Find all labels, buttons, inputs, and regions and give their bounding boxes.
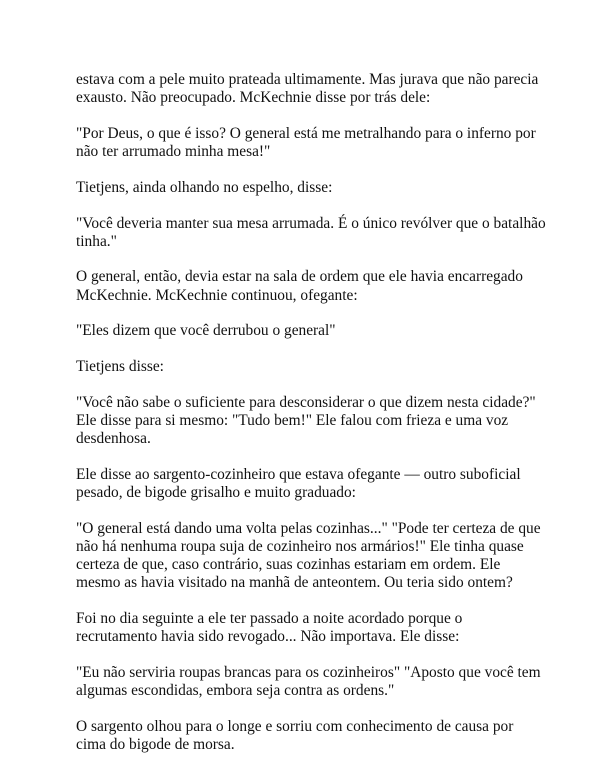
paragraph-2: "Por Deus, o que é isso? O general está me metralhando para o inferno por não ter arrumado minha mesa!" [76, 124, 536, 161]
paragraph-6: "Eles dizem que você derrubou o general" [76, 322, 336, 340]
paragraph-13: O sargento olhou para o longe e sorriu com conhecimento de causa por cima do bigode de morsa. [76, 717, 514, 754]
paragraph-5: O general, então, devia estar na sala de ordem que ele havia encarregado McKechnie. McKechnie continuou, ofegante: [76, 268, 523, 304]
paragraph-11: Foi no dia seguinte a ele ter passado a noite acordado porque o recrutamento havia sido revogado... Não importava. Ele disse: [76, 610, 463, 646]
paragraph-12: "Eu não serviria roupas brancas para os cozinheiros" "Aposto que você tem algumas escondidas, embora seja contra as ordens." [76, 663, 541, 700]
paragraph-9: Ele disse ao sargento-cozinheiro que estava ofegante — outro suboficial pesado, de bigode grisalho e muito graduado: [76, 465, 521, 502]
paragraph-4: "Você deveria manter sua mesa arrumada. É o único revólver que o batalhão tinha." [76, 214, 546, 250]
paragraph-1: estava com a pele muito prateada ultimamente. Mas jurava que não parecia exausto. Não preocupado. McKechnie disse por trás dele: [76, 71, 539, 107]
paragraph-8: "Você não sabe o suficiente para desconsiderar o que dizem nesta cidade?" Ele disse para si mesmo: "Tudo bem!" Ele falou com frieza e uma voz desdenhosa. [76, 393, 536, 448]
paragraph-10: "O general está dando uma volta pelas cozinhas..." "Pode ter certeza de que não há nenhuma roupa suja de cozinheiro nos armários!" Ele tinha quase certeza de que, caso contrário, suas cozinhas estariam em ordem. Ele mesmo as havia visitado na manhã de anteontem. Ou teria sido ontem? [76, 519, 541, 592]
paragraph-7: Tietjens disse: [76, 358, 164, 376]
paragraph-3: Tietjens, ainda olhando no espelho, disse: [76, 178, 333, 196]
document-body [76, 71, 546, 772]
